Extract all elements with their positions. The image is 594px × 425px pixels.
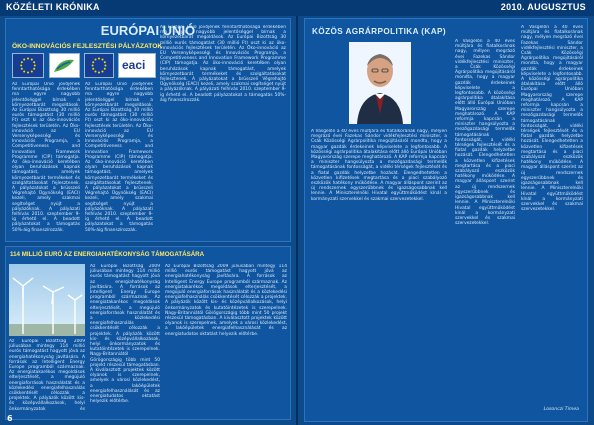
energy-column-3: Az Európai Bizottság 2009 júliusában mintegy 114 millió eurós támogatást hagyott jóvá az energiahatékonyság javítására. A források az Intelligent Energy Europe programból származnak. Az energiatakarékos megoldások elterjesztését, a megújuló energiaforrások használatát és a közlekedési energiafelhasználás csökkentését célozzák a projektek. A pályázók között kis- és középvállalkozások, helyi önkormányzatok és kutatóintézetek is szerepelnek. Nagy-Britanniától Görögországig több mint 50 projekt részesül támogatásban. A kiválasztott projektek között olyanok is szerepelnek, amelyek a városi közlekedést, a lakóépületek energiafelhasználását és az energiatudatos oktatást helyezik előtérbe. <box>165 264 287 337</box>
eu-flag-logo-2 <box>84 53 114 78</box>
energy-column-1: Az Európai Bizottság 2009 júliusában mintegy 114 millió eurós támogatást hagyott jóvá az energiahatékonyság javítására. A források az Intelligent Energy Europe programból származnak. Az energiatakarékos megoldások elterjesztését, a megújuló energiaforrások használatát és a közlekedési energiafelhasználás csökkentését célozzák a projektek. A pályázók között kis- és középvállalkozások, helyi önkormányzatok és <box>9 339 85 411</box>
article-column-1: Az Európai Unió jövőjének fenntarthatósága érdekében ma egyre nagyobb jelentőséggel bírnak a környezetbarát megoldások. Az Európai Bizottság 30 millió eurós támogatást (30 millió Ft) oszt ki az öko-innovációs fejlesztések területén. Az Öko-innováció az EU Versenyképességi és Innovációs Programja, a Competitiveness and Innovation Framework Programme (CIP) támogatja. Az öko-innováció keretében olyan beruházások kapnak támogatást, amelyek környezetbarát termékeket és szolgáltatásokat fejlesztenek. A pályázatokat a brüsszeli Végrehajtó Ügynökség (EACI) kezeli, amely szakmai segítséget nyújt a pályázóknak. A pályázati felhívás 2010. szeptember 9-ig érhető el. A beadott pályázatokat a támogatás 50%-áig finanszírozzák. <box>12 82 80 233</box>
eaci-logo <box>118 53 156 78</box>
article-subtitle: ÖKO-INNOVÁCIÓS FEJLESZTÉSI PÁLYÁZATOK <box>12 43 163 50</box>
article-signature: Losonczi Tímea <box>543 407 579 412</box>
wind-turbines-photo <box>9 264 85 336</box>
right-page <box>298 16 594 425</box>
article-title: KÖZÖS AGRÁRPOLITIKA (KAP) <box>311 27 447 36</box>
energy-article-title: 114 MILLIÓ EURÓ AZ ENERGIAHATÉKONYSÁG TÁMOGATÁSÁRA <box>10 251 205 258</box>
eu-flag-logo <box>12 53 44 78</box>
energy-efficiency-panel <box>5 246 291 420</box>
page-header <box>0 0 594 16</box>
article-column-3: Az Európai Unió jövőjének fenntarthatósága érdekében ma egyre nagyobb jelentőséggel bírnak a környezetbarát megoldások. Az Európai Bizottság 30 millió eurós támogatást (30 millió Ft) oszt ki az öko-innovációs fejlesztések területén. Az Öko-innováció az EU Versenyképességi és Innovációs Programja, a Competitiveness and Innovation Framework Programme (CIP) támogatja. Az öko-innováció keretében olyan beruházások kapnak támogatást, amelyek környezetbarát termékeket és szolgáltatásokat fejlesztenek. A pályázatokat a brüsszeli Végrehajtó Ügynökség (EACI) kezeli, amely szakmai segítséget nyújt a pályázóknak. A pályázati felhívás 2010. szeptember 9-ig érhető el. A beadott pályázatokat a támogatás 50%-áig finanszírozzák. <box>160 25 286 103</box>
article-column-1: A Vasgelőn a 40 éves múltjára és fiatalkorának nagy, mélyen megrázó évei Fazekas Sándor vidékfejlesztési miniszter, a Csák Közösségi Agrárpolitika megújításáról mondta, hogy a magyar gazdák érdekeinek képviselete a legfontosabb. A közösségi agrárpolitika átalakítása előtt álló Európai Unióban Magyarország szerepe meghatározó. A KAP reformja kapcsán a miniszter hangsúlyozta a mezőgazdasági termelők támogatásának fontosságát, a vidéki térségek fejlesztését és a fiatal gazdák helyzetbe hozását. Elengedhetetlen a közvetlen kifizetések megtartása és a piaci szabályozó eszközök hatékony működése. A magyar álláspont szerint az új rendszernek egyszerűbbnek és igazságosabbnak kell lennie. A Miniszterelnöki Hivatal együttműködést kínál a kormányzati szervekkel és szakmai szervezetekkel. <box>311 129 447 202</box>
article-column-3: A Vasgelőn a 40 éves múltjára és fiatalkorának nagy, mélyen megrázó évei Fazekas Sándor vidékfejlesztési miniszter, a Csák Közösségi Agrárpolitika megújításáról mondta, hogy a magyar gazdák érdekeinek képviselete a legfontosabb. A közösségi agrárpolitika átalakítása előtt álló Európai Unióban Magyarország szerepe meghatározó. A KAP reformja kapcsán a miniszter hangsúlyozta a mezőgazdasági termelők támogatásának fontosságát, a vidéki térségek fejlesztését és a fiatal gazdák helyzetbe hozását. Elengedhetetlen a közvetlen kifizetések megtartása és a piaci szabályozó eszközök hatékony működése. A magyar álláspont szerint az új rendszernek egyszerűbbnek és igazságosabbnak kell lennie. A Miniszterelnöki Hivatal együttműködést kínál a kormányzati szervekkel és szakmai szervezetekkel. <box>521 25 583 213</box>
eu-innovation-panel <box>5 18 291 242</box>
svg-text:eaci: eaci <box>122 58 146 72</box>
eco-innovation-logo <box>49 53 80 78</box>
header-section-title: KÖZÉLETI KRÓNIKA <box>6 2 100 12</box>
page-title: EURÓPAI UNIÓ <box>100 23 196 38</box>
left-page <box>0 16 296 425</box>
portrait-photo <box>349 42 411 124</box>
header-issue-date: 2010. AUGUSZTUS <box>500 2 586 12</box>
energy-column-2: Az Európai Bizottság 2009 júliusában mintegy 114 millió eurós támogatást hagyott jóvá az energiahatékonyság javítására. A források az Intelligent Energy Europe programból származnak. Az energiatakarékos megoldások elterjesztését, a megújuló energiaforrások használatát és a közlekedési energiafelhasználás csökkentését célozzák a projektek. A pályázók között kis- és középvállalkozások, helyi önkormányzatok és kutatóintézetek is szerepelnek. Nagy-Britanniától Görögországig több mint 50 projekt részesül támogatásban. A kiválasztott projektek között olyanok is szerepelnek, amelyek a városi közlekedést, a lakóépületek energiafelhasználását és az energiatudatos oktatást helyezik előtérbe. <box>90 264 160 405</box>
article-column-2: A Vasgelőn a 40 éves múltjára és fiatalkorának nagy, mélyen megrázó évei Fazekas Sándor vidékfejlesztési miniszter, a Csák Közösségi Agrárpolitika megújításáról mondta, hogy a magyar gazdák érdekeinek képviselete a legfontosabb. A közösségi agrárpolitika átalakítása előtt álló Európai Unióban Magyarország szerepe meghatározó. A KAP reformja kapcsán a miniszter hangsúlyozta a mezőgazdasági termelők támogatásának fontosságát, a vidéki térségek fejlesztését és a fiatal gazdák helyzetbe hozását. Elengedhetetlen a közvetlen kifizetések megtartása és a piaci szabályozó eszközök hatékony működése. A magyar álláspont szerint az új rendszernek egyszerűbbnek és igazságosabbnak kell lennie. A Miniszterelnöki Hivatal együttműködést kínál a kormányzati szervekkel és szakmai szervezetekkel. <box>455 39 515 227</box>
agricultural-policy-panel <box>304 18 588 422</box>
page-number: 6 <box>7 414 13 423</box>
article-column-2: Az Európai Unió jövőjének fenntarthatósága érdekében ma egyre nagyobb jelentőséggel bírnak a környezetbarát megoldások. Az Európai Bizottság 30 millió eurós támogatást (30 millió Ft) oszt ki az öko-innovációs fejlesztések területén. Az Öko-innováció az EU Versenyképességi és Innovációs Programja, a Competitiveness and Innovation Framework Programme (CIP) támogatja. Az öko-innováció keretében olyan beruházások kapnak támogatást, amelyek környezetbarát termékeket és szolgáltatásokat fejlesztenek. A pályázatokat a brüsszeli Végrehajtó Ügynökség (EACI) kezeli, amely szakmai segítséget nyújt a pályázóknak. A pályázati felhívás 2010. szeptember 9-ig érhető el. A beadott pályázatokat a támogatás 50%-áig finanszírozzák. <box>85 82 153 233</box>
